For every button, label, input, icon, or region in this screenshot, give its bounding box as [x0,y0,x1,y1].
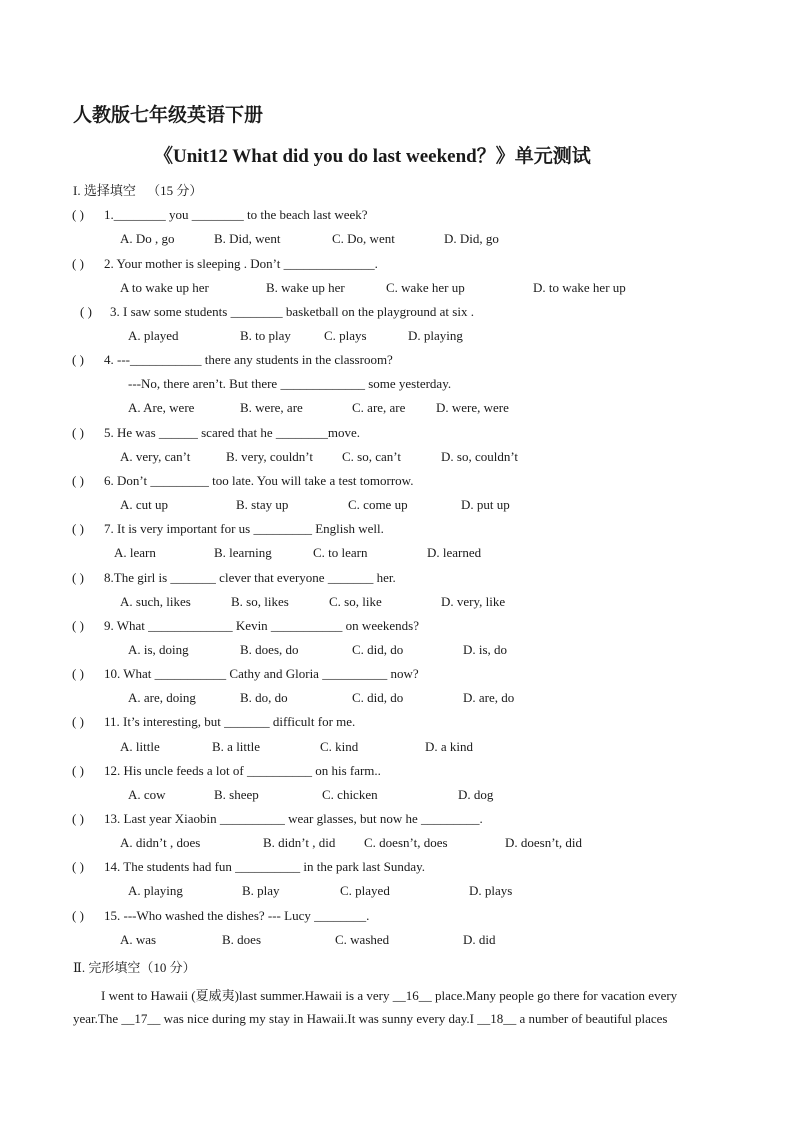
answer-option[interactable]: A. learn [114,545,156,560]
question-stem: 10. What ___________ Cathy and Gloria __________ now? [104,666,419,681]
answer-option[interactable]: D. are, do [463,690,515,705]
answer-option[interactable]: D. dog [458,787,494,802]
answer-option[interactable]: C. come up [348,497,408,512]
question-stem: 2. Your mother is sleeping . Don’t ______________. [104,256,378,271]
answer-option[interactable]: B. learning [214,545,272,560]
answer-option[interactable]: B. does [222,932,261,947]
answer-option[interactable]: B. stay up [236,497,289,512]
question-stem: 1.________ you ________ to the beach last week? [104,207,368,222]
question-stem: 8.The girl is _______ clever that everyone _______ her. [104,570,396,585]
answer-option[interactable]: A. very, can’t [120,449,191,464]
answer-option[interactable]: A. little [120,739,160,754]
question-stem: 4. ---___________ there any students in the classroom? [104,352,393,367]
question-stem: 14. The students had fun __________ in the park last Sunday. [104,859,425,874]
question-stem: 12. His uncle feeds a lot of __________ on his farm.. [104,763,381,778]
passage-text: a number of beautiful places [516,1011,668,1026]
answer-option[interactable]: D. Did, go [444,231,499,246]
passage-text: was nice during my stay in Hawaii.It was sunny every day.I [160,1011,478,1026]
question-stem: 15. ---Who washed the dishes? --- Lucy ________. [104,908,370,923]
question-stem: 6. Don’t _________ too late. You will take a test tomorrow. [104,473,414,488]
answer-option[interactable]: B. Did, went [214,231,281,246]
question-stem: 11. It’s interesting, but _______ difficult for me. [104,714,356,729]
answer-option[interactable]: A. playing [128,883,183,898]
answer-option[interactable]: B. were, are [240,400,303,415]
answer-option[interactable]: D. learned [427,545,482,560]
answer-option[interactable]: D. were, were [436,400,509,415]
blank-16[interactable]: __16__ [392,988,432,1003]
answer-option[interactable]: D. is, do [463,642,508,657]
answer-option[interactable]: C. doesn’t, does [364,835,448,850]
answer-option[interactable]: A. cut up [120,497,169,512]
question-stem: 9. What _____________ Kevin ___________ on weekends? [104,618,419,633]
answer-paren[interactable]: ( ) [72,714,84,729]
answer-paren[interactable]: ( ) [72,256,84,271]
answer-paren[interactable]: ( ) [72,425,84,440]
answer-paren[interactable]: ( ) [72,859,84,874]
answer-paren[interactable]: ( ) [72,908,84,923]
answer-option[interactable]: C. are, are [352,400,406,415]
answer-option[interactable]: D. did [463,932,496,947]
passage-text: place.Many people go there for vacation every [431,988,678,1003]
answer-option[interactable]: A. didn’t , does [120,835,201,850]
answer-paren[interactable]: ( ) [72,811,84,826]
question-stem: 5. He was ______ scared that he ________move. [104,425,360,440]
answer-paren[interactable]: ( ) [72,473,84,488]
blank-18[interactable]: __18__ [477,1011,517,1026]
question-stem: 7. It is very important for us _________ English well. [104,521,384,536]
answer-paren[interactable]: ( ) [72,666,84,681]
answer-option[interactable]: B. sheep [214,787,259,802]
passage-line-1 [101,985,677,1004]
answer-paren[interactable]: ( ) [72,521,84,536]
answer-option[interactable]: B. to play [240,328,291,343]
question-stem-line2: ---No, there aren’t. But there _____________ some yesterday. [128,376,452,391]
section-1-title: I. 选择填空 [73,183,136,198]
answer-option[interactable]: B. wake up her [266,280,345,295]
answer-paren[interactable]: ( ) [72,763,84,778]
answer-paren[interactable]: ( ) [80,304,92,319]
answer-paren[interactable]: ( ) [72,207,84,222]
answer-option[interactable]: C. wake her up [386,280,465,295]
section-1-score: （15 分） [147,183,203,198]
answer-option[interactable]: C. Do, went [332,231,395,246]
passage-text: I went to Hawaii (夏威夷)last summer.Hawaii is a very [101,988,393,1003]
answer-option[interactable]: C. kind [320,739,359,754]
answer-option[interactable]: A. played [128,328,179,343]
answer-option[interactable]: D. so, couldn’t [441,449,519,464]
answer-option[interactable]: B. so, likes [231,594,289,609]
answer-option[interactable]: A. Are, were [128,400,195,415]
answer-option[interactable]: D. to wake her up [533,280,626,295]
question-stem: 3. I saw some students ________ basketball on the playground at six . [110,304,474,319]
answer-paren[interactable]: ( ) [72,618,84,633]
answer-option[interactable]: C. so, can’t [342,449,401,464]
answer-option[interactable]: B. very, couldn’t [226,449,314,464]
blank-17[interactable]: __17__ [121,1011,161,1026]
answer-option[interactable]: D. playing [408,328,463,343]
answer-option[interactable]: A. are, doing [128,690,196,705]
answer-option[interactable]: C. did, do [352,690,404,705]
answer-option[interactable]: D. put up [461,497,510,512]
answer-option[interactable]: A. Do , go [120,231,175,246]
unit-title: 《Unit12 What did you do last weekend？》单元测试 [154,146,591,167]
answer-option[interactable]: C. played [340,883,390,898]
passage-line-2 [73,1011,667,1027]
answer-paren[interactable]: ( ) [72,570,84,585]
publisher-title: 人教版七年级英语下册 [73,105,264,126]
answer-option[interactable]: A. is, doing [128,642,189,657]
answer-option[interactable]: D. very, like [441,594,506,609]
answer-option[interactable]: D. a kind [425,739,474,754]
answer-option[interactable]: C. washed [335,932,390,947]
section-2-heading: Ⅱ. 完形填空（10 分） [73,960,196,975]
answer-option[interactable]: C. plays [324,328,367,343]
answer-option[interactable]: A. cow [128,787,166,802]
answer-option[interactable]: C. to learn [313,545,368,560]
section-1-heading [73,180,202,199]
answer-paren[interactable]: ( ) [72,352,84,367]
answer-option[interactable]: B. do, do [240,690,288,705]
answer-option[interactable]: B. does, do [240,642,299,657]
answer-option[interactable]: C. did, do [352,642,404,657]
question-stem: 13. Last year Xiaobin __________ wear glasses, but now he _________. [104,811,483,826]
answer-option[interactable]: C. chicken [322,787,378,802]
answer-option[interactable]: D. doesn’t, did [505,835,583,850]
answer-option[interactable]: B. a little [212,739,261,754]
answer-option[interactable]: C. so, like [329,594,382,609]
answer-option[interactable]: A. was [120,932,157,947]
answer-option[interactable]: D. plays [469,883,513,898]
answer-option[interactable]: B. didn’t , did [263,835,336,850]
answer-option[interactable]: B. play [242,883,280,898]
answer-option[interactable]: A to wake up her [120,280,209,295]
passage-text: year.The [73,1011,122,1026]
answer-option[interactable]: A. such, likes [120,594,191,609]
